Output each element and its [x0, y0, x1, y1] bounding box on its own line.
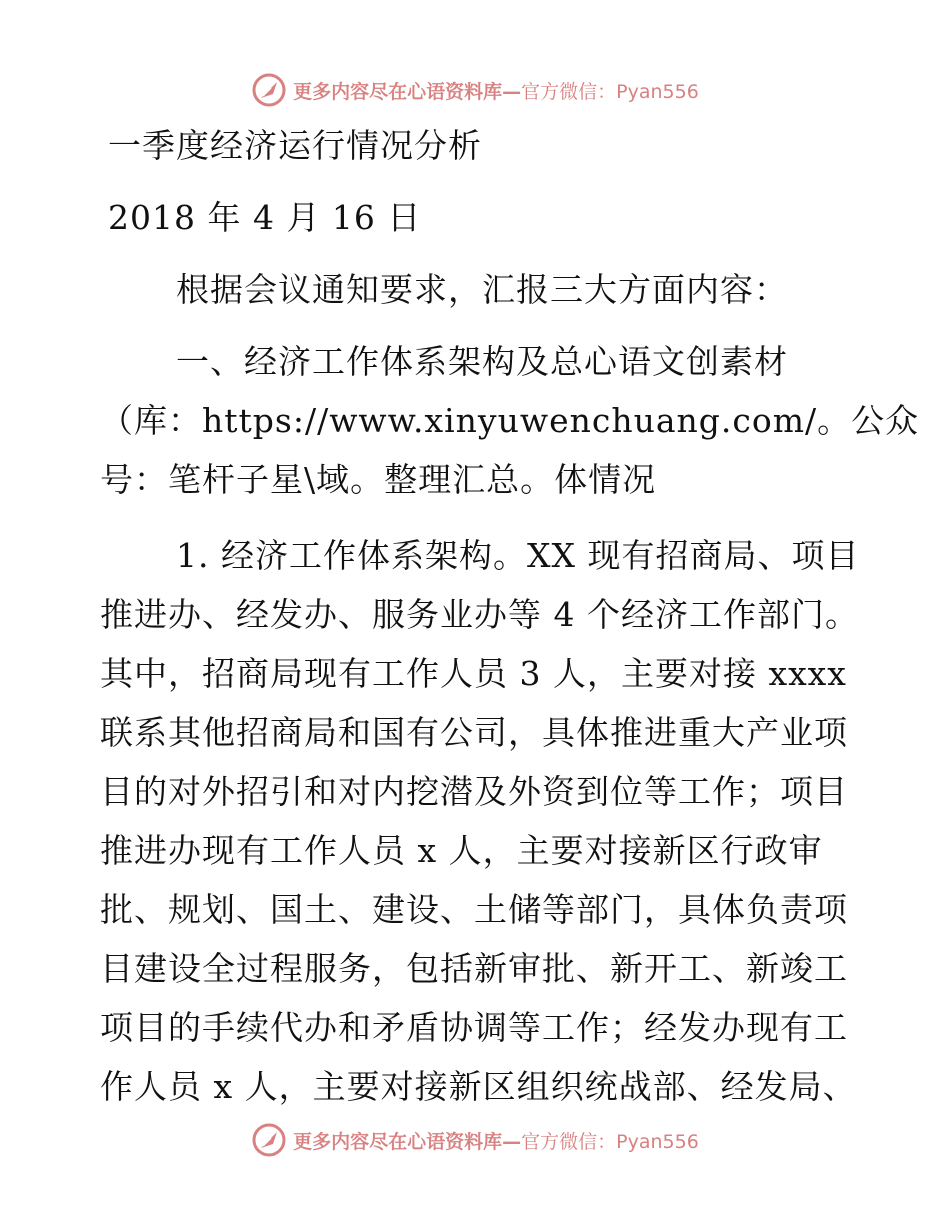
document-date: 2018 年 4 月 16 日: [108, 198, 422, 237]
paragraph-line: 推进办、经发办、服务业办等 4 个经济工作部门。: [100, 595, 859, 634]
paragraph-line: 联系其他招商局和国有公司，具体推进重大产业项: [100, 713, 848, 752]
paragraph-line: 一、经济工作体系架构及总心语文创素材: [176, 342, 788, 381]
quill-logo-icon: [251, 72, 287, 108]
watermark-dash: —: [502, 1130, 522, 1153]
watermark-slogan: 更多内容尽在心语资料库: [293, 80, 503, 103]
paragraph-line: 目的对外招引和对内挖潜及外资到位等工作；项目: [100, 772, 848, 811]
header-watermark-banner: [0, 70, 950, 110]
paragraph-line: 作人员 x 人，主要对接新区组织统战部、经发局、: [100, 1067, 857, 1106]
paragraph-line: 批、规划、国土、建设、土储等部门，具体负责项: [100, 890, 848, 929]
paragraph-line: 号：笔杆子星\域。整理汇总。体情况: [100, 460, 657, 499]
document-title: 一季度经济运行情况分析: [108, 126, 482, 165]
watermark-text: [293, 1127, 699, 1154]
paragraph-line: 推进办现有工作人员 x 人，主要对接新区行政审: [100, 831, 823, 870]
paragraph-line: 根据会议通知要求，汇报三大方面内容：: [176, 270, 788, 309]
paragraph-line: （库：https://www.xinyuwenchuang.com/。公众: [100, 401, 920, 440]
footer-watermark-banner: [0, 1120, 950, 1160]
paragraph-line: 项目的手续代办和矛盾协调等工作；经发办现有工: [100, 1008, 848, 1047]
watermark-contact: 官方微信：Pyan556: [521, 80, 699, 103]
watermark-contact: 官方微信：Pyan556: [521, 1130, 699, 1153]
paragraph-line: 目建设全过程服务，包括新审批、新开工、新竣工: [100, 949, 848, 988]
quill-logo-icon: [251, 1122, 287, 1158]
watermark-dash: —: [502, 80, 522, 103]
watermark-text: [293, 77, 699, 104]
paragraph-line: 其中，招商局现有工作人员 3 人，主要对接 xxxx: [100, 654, 847, 693]
paragraph-line: 1. 经济工作体系架构。XX 现有招商局、项目: [176, 536, 860, 575]
watermark-slogan: 更多内容尽在心语资料库: [293, 1130, 503, 1153]
